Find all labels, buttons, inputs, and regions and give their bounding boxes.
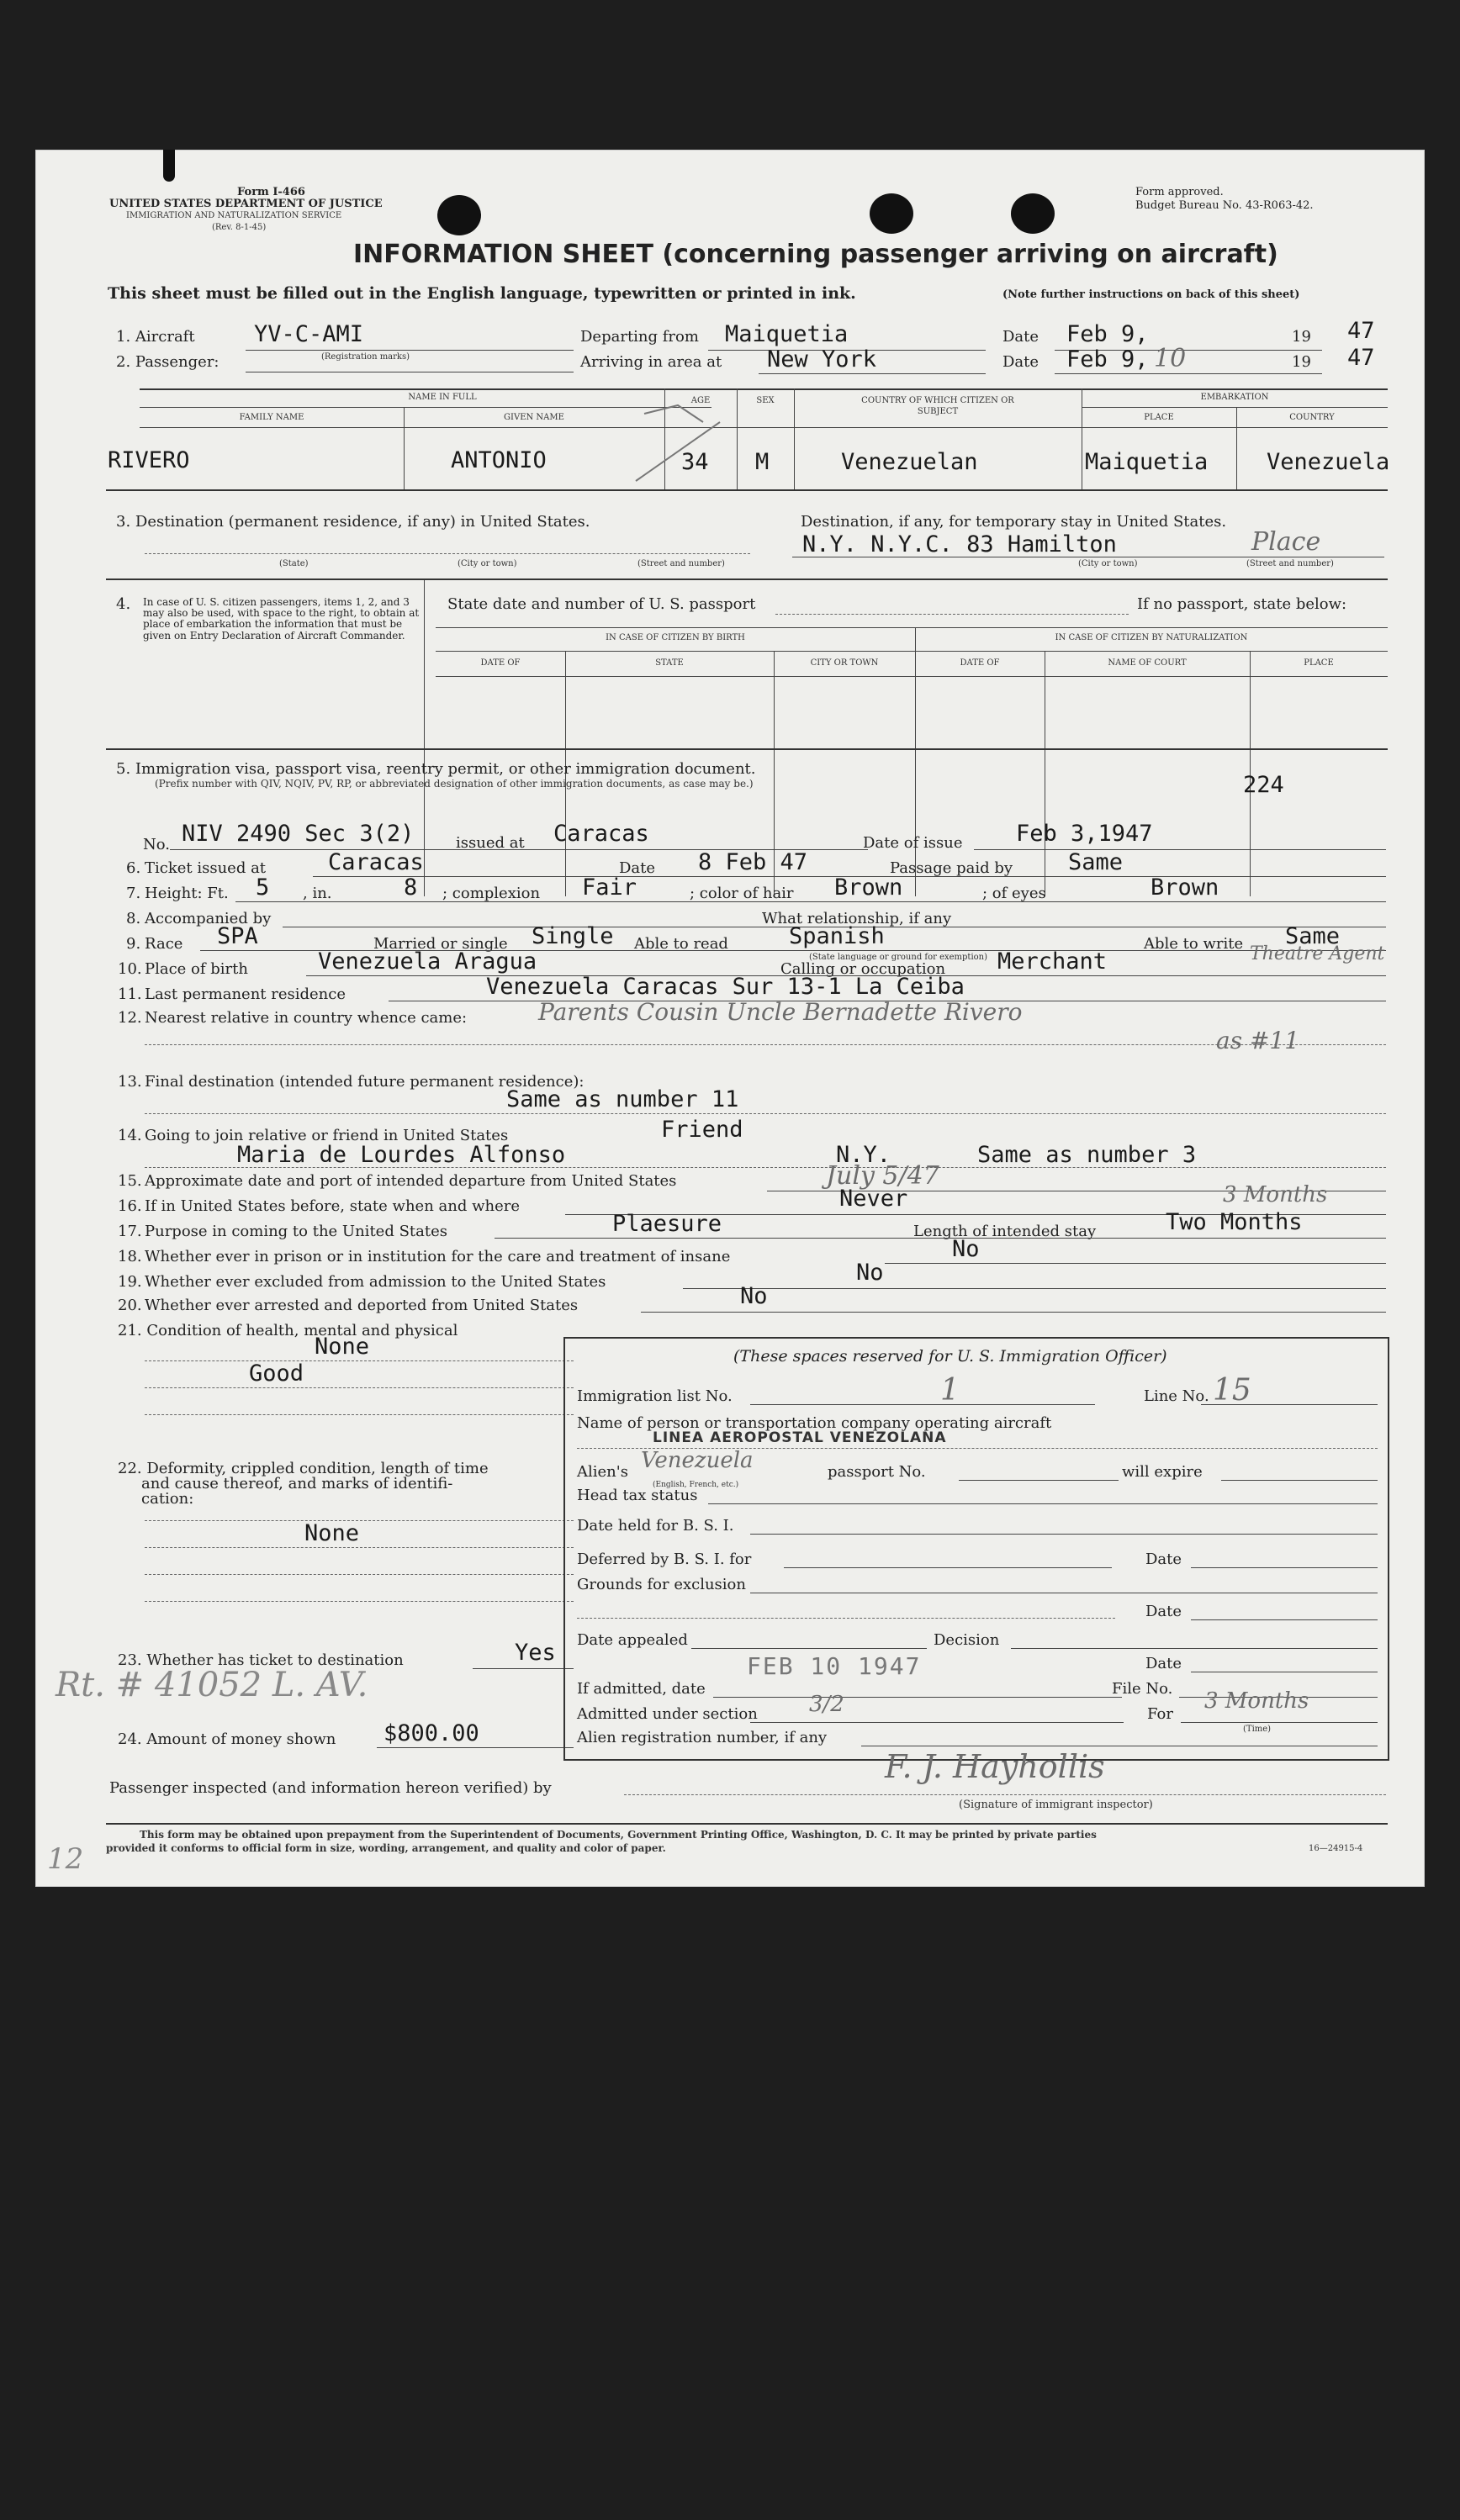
before-value: Never <box>839 1186 908 1212</box>
punch-hole <box>1011 193 1055 234</box>
officer-header: (These spaces reserved for U. S. Immigration Officer) <box>733 1347 1167 1366</box>
arriving-date-correction: 10 <box>1154 344 1187 373</box>
sub-street: (Street and number) <box>637 559 725 568</box>
admitted-date-stamp: FEB 10 1947 <box>747 1652 922 1680</box>
name-in-full-header: NAME IN FULL <box>408 393 477 402</box>
sex: M <box>755 449 770 475</box>
sub-state: (State) <box>279 559 309 568</box>
arriving-value: New York <box>767 346 877 372</box>
time-sub: (Time) <box>1243 1725 1272 1734</box>
place-of-birth: Venezuela Aragua <box>318 948 537 975</box>
for-label: For <box>1147 1705 1173 1723</box>
operator: LINEA AEROPOSTAL VENEZOLANA <box>653 1429 947 1446</box>
ticket-issued-at: Caracas <box>328 849 424 875</box>
visa-no-label: No. <box>143 836 170 853</box>
alien-label: Alien's <box>577 1463 628 1481</box>
date-of-issue: Feb 3,1947 <box>1016 821 1153 847</box>
height-in: 8 <box>404 874 418 901</box>
budget-bureau: Budget Bureau No. 43-R063-42. <box>1135 199 1314 212</box>
aircraft-value: YV-C-AMI <box>254 321 364 347</box>
list-no: 1 <box>940 1373 960 1408</box>
nearest-relative: Parents Cousin Uncle Bernadette Rivero <box>538 998 1023 1026</box>
departing-year-prefix: 19 <box>1292 328 1311 346</box>
read-sub: (State language or ground for exemption) <box>809 953 988 962</box>
given-name-header: GIVEN NAME <box>504 413 564 422</box>
admitted-label: If admitted, date <box>577 1680 706 1698</box>
operator-label: Name of person or transportation company operating aircraft <box>577 1414 1052 1432</box>
write-label: Able to write <box>1144 935 1244 953</box>
deformity-label-1: 22. Deformity, crippled condition, length of time <box>118 1460 489 1477</box>
decision-date-label: Date <box>1145 1655 1182 1672</box>
item19-number: 19. <box>118 1273 142 1291</box>
hair-color: Brown <box>834 874 903 901</box>
pencil-check-mark <box>627 397 745 489</box>
able-to-write: Same <box>1285 923 1341 949</box>
hair-label: ; color of hair <box>690 885 794 902</box>
eyes-label: ; of eyes <box>982 885 1046 902</box>
join-street: Same as number 3 <box>977 1142 1197 1168</box>
health-value-2: Good <box>249 1360 304 1387</box>
departing-year: 47 <box>1347 318 1375 344</box>
head-tax-label: Head tax status <box>577 1487 698 1504</box>
item3-label: 3. Destination (permanent residence, if any) in United States. <box>116 513 590 531</box>
length-of-stay: Two Months <box>1166 1209 1303 1235</box>
health-label: 21. Condition of health, mental and physical <box>118 1322 458 1339</box>
before-label: If in United States before, state when and where <box>145 1197 520 1215</box>
agency-subname: IMMIGRATION AND NATURALIZATION SERVICE <box>126 211 342 220</box>
arriving-date-label: Date <box>1002 353 1039 371</box>
departure-label: Approximate date and port of intended departure from United States <box>145 1172 677 1190</box>
aircraft-sub: (Registration marks) <box>321 352 410 362</box>
page-title: INFORMATION SHEET (concerning passenger arriving on aircraft) <box>353 240 1278 269</box>
join-relationship: Friend <box>661 1117 743 1143</box>
ticket-destination-label: 23. Whether has ticket to destination <box>118 1651 404 1669</box>
complexion: Fair <box>582 874 637 901</box>
join-name: Maria de Lourdes Alfonso <box>237 1142 566 1168</box>
departing-date-label: Date <box>1002 328 1039 346</box>
arriving-year: 47 <box>1347 345 1375 371</box>
item3-temp-label: Destination, if any, for temporary stay in United States. <box>801 513 1227 531</box>
able-to-read: Spanish <box>789 923 885 949</box>
item11-number: 11. <box>118 985 142 1003</box>
item12-number: 12. <box>118 1009 142 1027</box>
inspected-label: Passenger inspected (and information hereon verified) by <box>109 1779 552 1797</box>
nearest-relative-note: as #11 <box>1216 1027 1300 1054</box>
punch-hole <box>437 195 481 235</box>
race-label: Race <box>145 935 183 953</box>
admitted-for: 3 Months <box>1204 1688 1309 1714</box>
sub-street-2: (Street and number) <box>1246 559 1334 568</box>
marital-label: Married or single <box>373 935 508 953</box>
no-passport-label: If no passport, state below: <box>1137 595 1347 613</box>
date-of-nat-header: DATE OF <box>960 658 1000 668</box>
health-value-1: None <box>315 1334 370 1360</box>
departing-date: Feb 9, <box>1066 321 1149 347</box>
ticket-label: Ticket issued at <box>145 859 267 877</box>
item4-number: 4. <box>116 595 131 613</box>
naturalization-header: IN CASE OF CITIZEN BY NATURALIZATION <box>1055 633 1248 642</box>
visa-number: NIV 2490 Sec 3(2) <box>182 821 415 847</box>
stay-label: Length of intended stay <box>913 1223 1097 1240</box>
agency-name: UNITED STATES DEPARTMENT OF JUSTICE <box>109 198 383 210</box>
relationship-label: What relationship, if any <box>762 910 952 927</box>
item3-temp-handwritten: Place <box>1251 527 1321 557</box>
final-destination-label: Final destination (intended future permanent residence): <box>145 1073 585 1091</box>
immigration-officer-box <box>563 1337 1389 1761</box>
money-shown: $800.00 <box>384 1720 479 1746</box>
line-no-label: Line No. <box>1144 1387 1209 1405</box>
age-header: AGE <box>690 396 711 405</box>
item16-number: 16. <box>118 1197 142 1215</box>
item10-number: 10. <box>118 960 142 978</box>
height-ft: 5 <box>256 874 270 901</box>
passenger-label: 2. Passenger: <box>116 353 220 371</box>
alien-passport-label: passport No. <box>828 1463 926 1481</box>
read-label: Able to read <box>634 935 728 953</box>
last-residence: Venezuela Caracas Sur 13-1 La Ceiba <box>486 974 965 1000</box>
before-handwritten: 3 Months <box>1223 1182 1328 1207</box>
approval-note: Form approved. <box>1135 186 1224 198</box>
instructions: This sheet must be filled out in the English language, typewritten or printed in ink. <box>108 284 856 303</box>
deferred-date-label: Date <box>1145 1551 1182 1568</box>
item20-number: 20. <box>118 1297 142 1314</box>
note: (Note further instructions on back of this sheet) <box>1002 288 1300 301</box>
deformity-value: None <box>304 1520 360 1546</box>
issued-at-label: issued at <box>456 834 525 852</box>
embarkation-header: EMBARKATION <box>1200 393 1269 402</box>
ticket-destination-handwritten: Rt. # 41052 L. AV. <box>56 1666 368 1704</box>
sex-header: SEX <box>756 396 775 405</box>
prison: No <box>952 1236 980 1262</box>
ticket-destination: Yes <box>515 1640 556 1666</box>
deported-label: Whether ever arrested and deported from United States <box>145 1297 579 1314</box>
arriving-year-prefix: 19 <box>1292 353 1311 371</box>
footer-line-1: This form may be obtained upon prepayment from the Superintendent of Documents, Government Printing Office, Washington, D. C. It may be printed by private parties <box>140 1829 1097 1841</box>
residence-label: Last permanent residence <box>145 985 346 1003</box>
item7-number: 7. <box>126 885 141 902</box>
family-name-header: FAMILY NAME <box>239 413 304 422</box>
expire-label: will expire <box>1122 1463 1203 1481</box>
decision-label: Decision <box>934 1631 1000 1649</box>
embark-place-header: PLACE <box>1144 413 1174 422</box>
item5-sub: (Prefix number with QIV, NQIV, PV, RP, or abbreviated designation of other immigration documents, as case may be.) <box>155 778 754 790</box>
item5-label: 5. Immigration visa, passport visa, reentry permit, or other immigration document. <box>116 760 756 778</box>
line-no: 15 <box>1213 1373 1251 1408</box>
footer-line-2: provided it conforms to official form in size, wording, arrangement, and quality and color of paper. <box>106 1842 666 1854</box>
passage-label: Passage paid by <box>890 859 1013 877</box>
complexion-label: ; complexion <box>442 885 541 902</box>
admitted-section: 3/2 <box>809 1692 844 1717</box>
sub-city-2: (City or town) <box>1078 559 1138 568</box>
item15-number: 15. <box>118 1172 142 1190</box>
deformity-label-2: and cause thereof, and marks of identifi- <box>141 1475 453 1492</box>
occupation: Merchant <box>997 948 1108 975</box>
item14-number: 14. <box>118 1127 142 1144</box>
deferred-label: Deferred by B. S. I. for <box>577 1551 752 1568</box>
item18-number: 18. <box>118 1248 142 1265</box>
purpose: Plaesure <box>612 1211 722 1237</box>
inspector-sub: (Signature of immigrant inspector) <box>959 1799 1153 1811</box>
join-label: Going to join relative or friend in United States <box>145 1127 509 1144</box>
item6-number: 6. <box>126 859 141 877</box>
height-label: Height: Ft. <box>145 885 229 902</box>
bsi-label: Date held for B. S. I. <box>577 1517 734 1535</box>
passage-paid-by: Same <box>1068 849 1124 875</box>
item4-note: In case of U. S. citizen passengers, items 1, 2, and 3 may also be used, with space to the right, to obtain at place of embarkation the information that must be given on Entry Declaration of Aircraft Commander. <box>143 596 420 642</box>
city-header: CITY OR TOWN <box>810 658 879 668</box>
birth-header: IN CASE OF CITIZEN BY BIRTH <box>606 633 745 642</box>
prison-label: Whether ever in prison or in institution for the care and treatment of insane <box>145 1248 731 1265</box>
grounds-date-label: Date <box>1145 1603 1182 1620</box>
place-header: PLACE <box>1304 658 1334 668</box>
departure-date: July 5/47 <box>826 1161 939 1191</box>
language-sub: (English, French, etc.) <box>653 1481 739 1489</box>
section-label: Admitted under section <box>577 1705 758 1723</box>
inspector-signature: F. J. Hayhollis <box>885 1748 1105 1785</box>
embark-country-header: COUNTRY <box>1289 413 1335 422</box>
birthplace-label: Place of birth <box>145 960 248 978</box>
occupation-handwritten: Theatre Agent <box>1250 943 1385 964</box>
join-city: N.Y. <box>836 1142 891 1168</box>
embark-place: Maiquetia <box>1085 449 1209 475</box>
departing-value: Maiquetia <box>725 321 849 347</box>
embark-country: Venezuela <box>1267 449 1390 475</box>
race: SPA <box>217 923 258 949</box>
ink-mark <box>163 150 175 182</box>
excluded-label: Whether ever excluded from admission to the United States <box>145 1273 606 1291</box>
item17-number: 17. <box>118 1223 142 1240</box>
item13-number: 13. <box>118 1073 142 1091</box>
item3-temp-value: N.Y. N.Y.C. 83 Hamilton <box>802 531 1117 557</box>
information-sheet <box>35 150 1425 1887</box>
relative-label: Nearest relative in country whence came: <box>145 1009 468 1027</box>
item9-number: 9. <box>126 935 141 953</box>
alien-registration-label: Alien registration number, if any <box>577 1729 828 1746</box>
accompanied-label: Accompanied by <box>145 910 272 927</box>
revision: (Rev. 8-1-45) <box>212 223 267 232</box>
margin-note: 12 <box>47 1842 84 1876</box>
form-number: Form I-466 <box>237 186 305 198</box>
age: 34 <box>681 449 709 475</box>
date-of-issue-label: Date of issue <box>863 834 963 852</box>
item8-number: 8. <box>126 910 141 927</box>
ticket-date: 8 Feb 47 <box>698 849 808 875</box>
aircraft-label: 1. Aircraft <box>116 328 195 346</box>
occupation-label: Calling or occupation <box>780 960 946 978</box>
appealed-label: Date appealed <box>577 1631 688 1649</box>
citizenship: Venezuelan <box>841 449 978 475</box>
final-destination: Same as number 11 <box>506 1086 739 1112</box>
issued-at: Caracas <box>553 821 649 847</box>
height-in-label: , in. <box>303 885 332 902</box>
family-name: RIVERO <box>108 447 190 473</box>
purpose-label: Purpose in coming to the United States <box>145 1223 447 1240</box>
citizen-header: COUNTRY OF WHICH CITIZEN OR SUBJECT <box>861 396 1014 416</box>
list-no-label: Immigration list No. <box>577 1387 733 1405</box>
arriving-label: Arriving in area at <box>580 353 722 371</box>
arriving-date: Feb 9, <box>1066 346 1149 372</box>
given-name: ANTONIO <box>451 447 547 473</box>
excluded: No <box>856 1260 884 1286</box>
passport-label: State date and number of U. S. passport <box>447 595 756 613</box>
eye-color: Brown <box>1151 874 1219 901</box>
money-label: 24. Amount of money shown <box>118 1730 336 1748</box>
item5-number: 224 <box>1243 772 1284 798</box>
alien-nationality: Venezuela <box>641 1448 754 1473</box>
file-no-label: File No. <box>1112 1680 1173 1698</box>
ticket-date-label: Date <box>619 859 656 877</box>
sub-city: (City or town) <box>458 559 517 568</box>
form-code: 16—24915-4 <box>1309 1844 1363 1853</box>
date-of-header: DATE OF <box>480 658 521 668</box>
state-header: STATE <box>655 658 684 668</box>
deformity-label-3: cation: <box>141 1490 194 1508</box>
departing-label: Departing from <box>580 328 699 346</box>
deported: No <box>740 1283 768 1309</box>
grounds-label: Grounds for exclusion <box>577 1576 746 1593</box>
name-table <box>106 388 1388 489</box>
punch-hole <box>870 193 913 234</box>
court-header: NAME OF COURT <box>1108 658 1187 668</box>
marital-status: Single <box>532 923 614 949</box>
